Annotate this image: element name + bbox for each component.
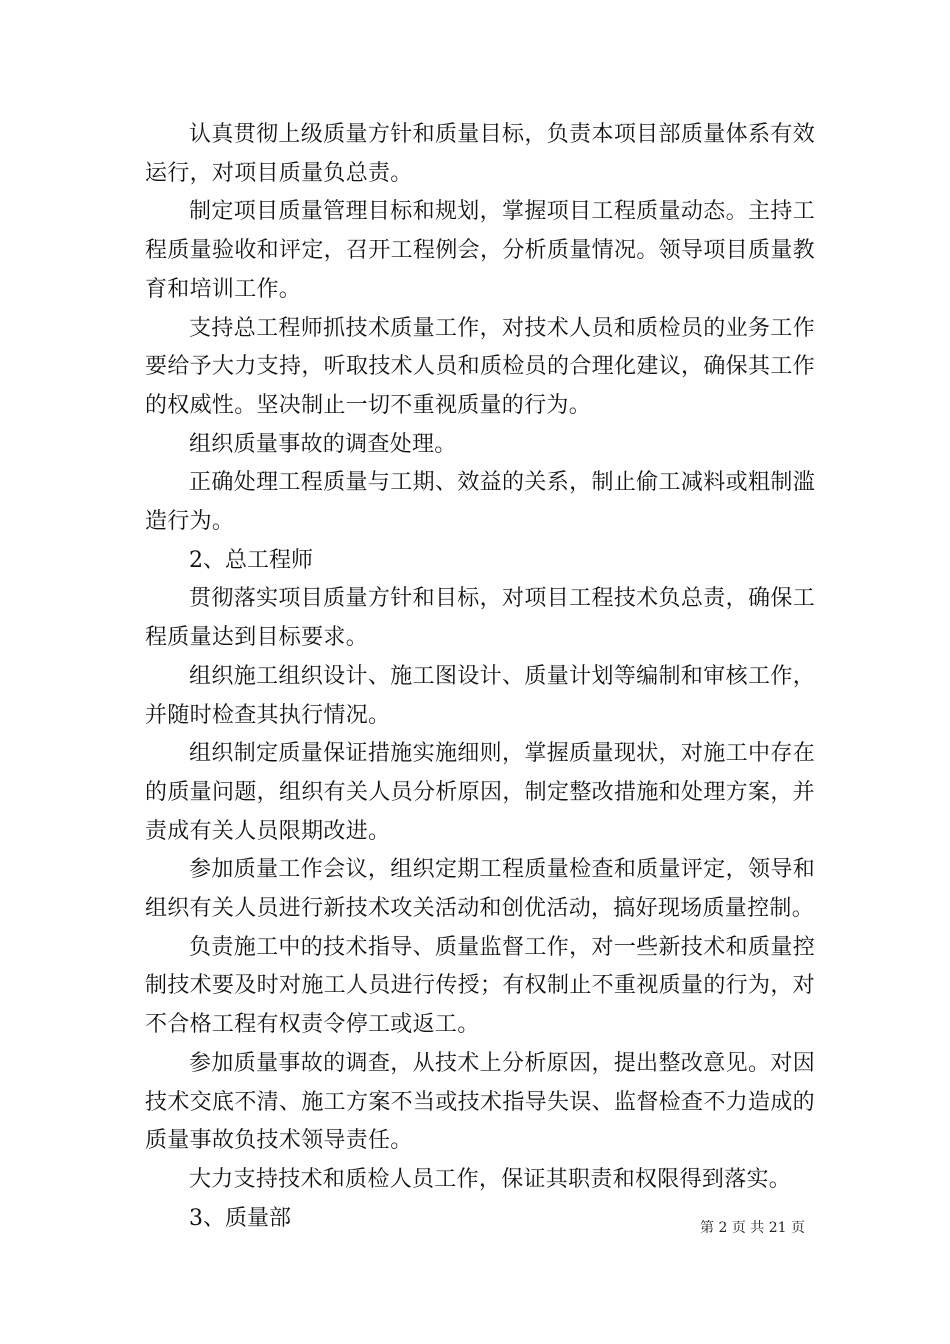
paragraph: 参加质量工作会议，组织定期工程质量检查和质量评定，领导和组织有关人员进行新技术攻关活动和创优活动，搞好现场质量控制。 — [145, 857, 815, 922]
paragraph: 制定项目质量管理目标和规划，掌握项目工程质量动态。主持工程质量验收和评定，召开工程例会，分析质量情况。领导项目质量教育和培训工作。 — [145, 199, 815, 302]
paragraph: 正确处理工程质量与工期、效益的关系，制止偷工减料或粗制滥造行为。 — [145, 470, 815, 535]
paragraph: 组织施工组织设计、施工图设计、质量计划等编制和审核工作，并随时检查其执行情况。 — [145, 663, 815, 728]
paragraph: 负责施工中的技术指导、质量监督工作，对一些新技术和质量控制技术要及时对施工人员进行传授；有权制止不重视质量的行为，对不合格工程有权责令停工或返工。 — [145, 934, 815, 1038]
paragraph: 支持总工程师抓技术质量工作，对技术人员和质检员的业务工作要给予大力支持，听取技术人员和质检员的合理化建议，确保其工作的权威性。坚决制止一切不重视质量的行为。 — [145, 315, 815, 418]
section-heading: 3、质量部 — [189, 1205, 291, 1231]
section-heading: 2、总工程师 — [189, 547, 313, 573]
paragraph: 认真贯彻上级质量方针和质量目标，负责本项目部质量体系有效运行，对项目质量负总责。 — [145, 122, 815, 186]
paragraph: 参加质量事故的调查，从技术上分析原因，提出整改意见。对因技术交底不清、施工方案不当或技术指导失误、监督检查不力造成的质量事故负技术领导责任。 — [145, 1050, 815, 1154]
document-body — [145, 116, 815, 1238]
paragraph: 组织质量事故的调查处理。 — [189, 431, 457, 457]
paragraph: 大力支持技术和质检人员工作，保证其职责和权限得到落实。 — [189, 1166, 792, 1192]
paragraph: 贯彻落实项目质量方针和目标，对项目工程技术负总责，确保工程质量达到目标要求。 — [145, 586, 815, 651]
paragraph: 组织制定质量保证措施实施细则，掌握质量现状，对施工中存在的质量问题，组织有关人员分析原因，制定整改措施和处理方案，并责成有关人员限期改进。 — [145, 741, 815, 844]
page-number-footer: 第 2 页 共 21 页 — [700, 1220, 805, 1236]
